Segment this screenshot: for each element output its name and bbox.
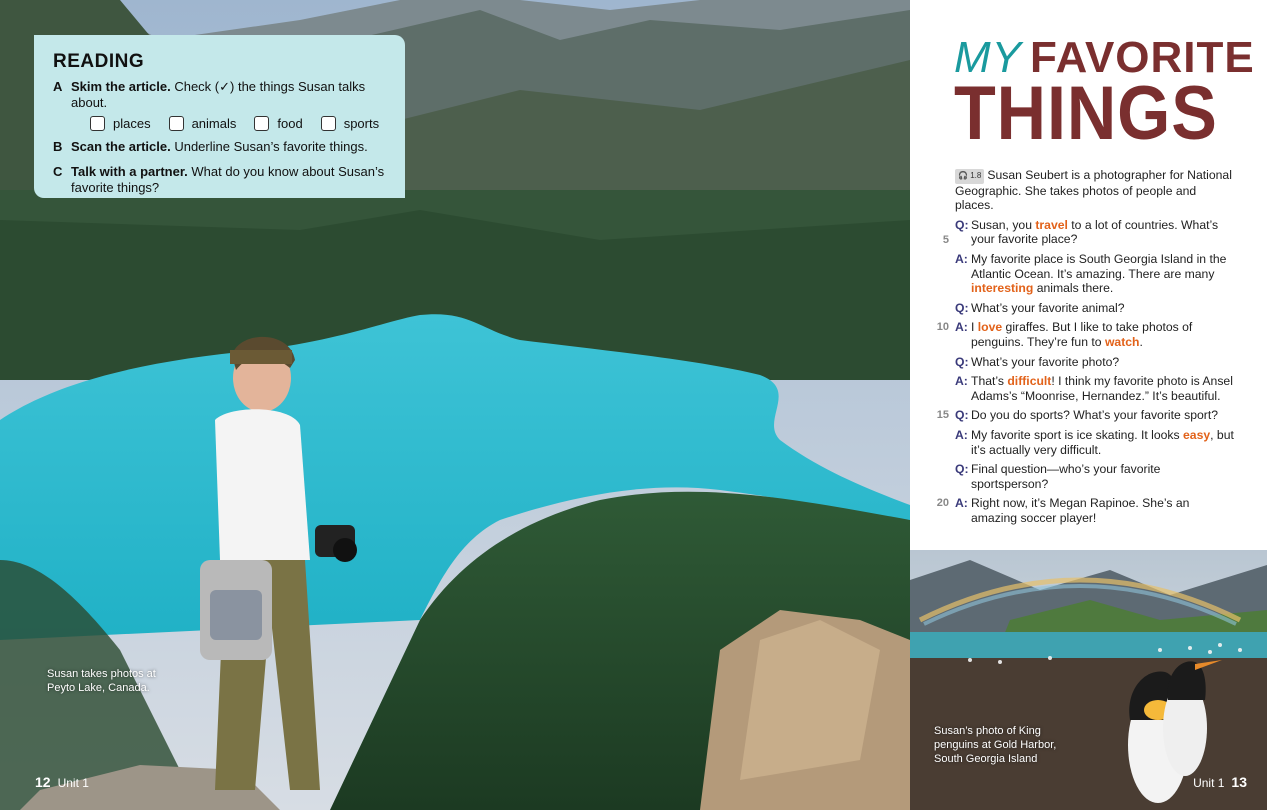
speaker-marker: A: bbox=[955, 427, 968, 442]
speaker-marker: A: bbox=[955, 320, 968, 335]
article-heading bbox=[954, 33, 1255, 156]
caption-line: Peyto Lake, Canada. bbox=[47, 682, 150, 694]
question-line bbox=[942, 217, 1235, 247]
line-number: 20 bbox=[936, 497, 949, 510]
caption-line: penguins at Gold Harbor, bbox=[934, 739, 1057, 751]
page-number: 12 bbox=[35, 774, 51, 790]
speaker-marker: Q: bbox=[955, 217, 969, 232]
speaker-marker: Q: bbox=[955, 354, 969, 369]
answer-line bbox=[936, 496, 1235, 525]
line-text: What’s your favorite photo? bbox=[971, 354, 1120, 369]
right-page-folio bbox=[1193, 774, 1247, 790]
answer-line bbox=[936, 320, 1235, 349]
line-text: Right now, it’s Megan Rapinoe. She’s an amazing soccer player! bbox=[971, 496, 1190, 525]
activity-a-text: Check (✓) the things Susan talks about. bbox=[71, 79, 366, 110]
intro-text: Susan Seubert is a photographer for National Geographic. She takes photos of people and places. bbox=[955, 168, 1232, 213]
speaker-marker: Q: bbox=[955, 408, 969, 423]
keyword: travel bbox=[1035, 217, 1068, 232]
activity-a bbox=[53, 79, 389, 111]
line-text: Final question—who’s your favorite sportsperson? bbox=[971, 462, 1161, 491]
king-penguins-photo bbox=[910, 550, 1267, 810]
speaker-marker: A: bbox=[955, 374, 968, 389]
caption-line: Susan’s photo of King bbox=[934, 725, 1041, 737]
right-page bbox=[910, 0, 1267, 810]
heading-my: MY bbox=[954, 33, 1022, 82]
activity-a-letter: A bbox=[53, 79, 63, 94]
keyword: easy bbox=[1183, 427, 1211, 442]
answer-line bbox=[955, 428, 1235, 457]
speaker-marker: Q: bbox=[955, 462, 969, 477]
activity-c-text: What do you know about Susan’s favorite things? bbox=[71, 164, 385, 195]
heading-things: THINGS bbox=[954, 71, 1218, 156]
qa-list bbox=[936, 217, 1235, 526]
checkbox-label: places bbox=[113, 116, 151, 131]
checkbox-box[interactable] bbox=[90, 116, 105, 131]
line-text: Do you do sports? What’s your favorite sport? bbox=[971, 408, 1219, 423]
page-number: 13 bbox=[1231, 774, 1247, 790]
line-text: That’s difficult! I think my favorite photo is Ansel Adams’s “Moonrise, Hernandez.” It’s beautiful. bbox=[971, 374, 1233, 403]
heading-favorite: FAVORITE bbox=[1030, 33, 1255, 82]
line-text: What’s your favorite animal? bbox=[971, 300, 1125, 315]
checkbox-sports[interactable] bbox=[321, 116, 379, 131]
caption-line: South Georgia Island bbox=[934, 753, 1038, 765]
activity-c-instruction: Talk with a partner. bbox=[71, 164, 188, 179]
unit-label: Unit 1 bbox=[57, 776, 89, 790]
checkbox-label: animals bbox=[191, 116, 237, 131]
answer-line bbox=[955, 252, 1235, 296]
line-text: My favorite place is South Georgia Island in the Atlantic Ocean. It’s amazing. There are many interesting animals there. bbox=[971, 251, 1227, 296]
speaker-marker: A: bbox=[955, 251, 968, 266]
line-text: Susan, you travel to a lot of countries. What’s your favorite place? bbox=[971, 217, 1219, 247]
line-text: I love giraffes. But I like to take photos of penguins. They’re fun to watch. bbox=[971, 320, 1193, 349]
activity-c-letter: C bbox=[53, 164, 63, 179]
speaker-marker: A: bbox=[955, 496, 968, 511]
left-page-folio bbox=[35, 774, 89, 790]
checkbox-box[interactable] bbox=[169, 116, 184, 131]
line-text: My favorite sport is ice skating. It looks easy, but it’s actually very difficult. bbox=[971, 427, 1234, 457]
activity-b bbox=[53, 139, 389, 155]
article-intro bbox=[955, 168, 1235, 213]
checkbox-places[interactable] bbox=[90, 116, 151, 131]
audio-track-number: 1.8 bbox=[970, 171, 982, 180]
penguin-photo-section bbox=[910, 550, 1267, 810]
checkbox-box[interactable] bbox=[254, 116, 269, 131]
activity-b-instruction: Scan the article. bbox=[71, 139, 171, 154]
keyword: love bbox=[977, 320, 1003, 335]
interview-article bbox=[936, 168, 1235, 530]
question-line bbox=[955, 301, 1235, 316]
keyword: interesting bbox=[971, 281, 1034, 296]
line-number: 15 bbox=[936, 409, 949, 422]
reading-activity-box bbox=[34, 35, 405, 198]
right-photo-caption bbox=[934, 724, 1056, 766]
checkbox-label: food bbox=[277, 116, 303, 131]
question-line bbox=[955, 462, 1235, 491]
caption-line: Susan takes photos at bbox=[47, 668, 156, 680]
line-number: 5 bbox=[942, 233, 949, 246]
activity-c bbox=[53, 164, 389, 196]
topic-checklist bbox=[90, 116, 389, 131]
keyword: watch bbox=[1104, 334, 1140, 349]
activity-b-text: Underline Susan’s favorite things. bbox=[170, 139, 368, 154]
speaker-marker: Q: bbox=[955, 300, 969, 315]
question-line bbox=[936, 408, 1235, 423]
unit-label: Unit 1 bbox=[1193, 776, 1225, 790]
keyword: difficult bbox=[1007, 374, 1052, 389]
audio-track-badge[interactable]: 🎧 1.8 bbox=[955, 169, 984, 184]
activity-b-letter: B bbox=[53, 139, 63, 154]
checkbox-box[interactable] bbox=[321, 116, 336, 131]
checkbox-label: sports bbox=[343, 116, 380, 131]
answer-line bbox=[955, 374, 1235, 403]
line-number: 10 bbox=[936, 321, 949, 334]
checkbox-food[interactable] bbox=[254, 116, 302, 131]
left-photo-caption bbox=[47, 667, 156, 695]
checkbox-animals[interactable] bbox=[169, 116, 237, 131]
reading-title: READING bbox=[53, 51, 145, 72]
activity-a-instruction: Skim the article. bbox=[71, 79, 171, 94]
question-line bbox=[955, 355, 1235, 370]
